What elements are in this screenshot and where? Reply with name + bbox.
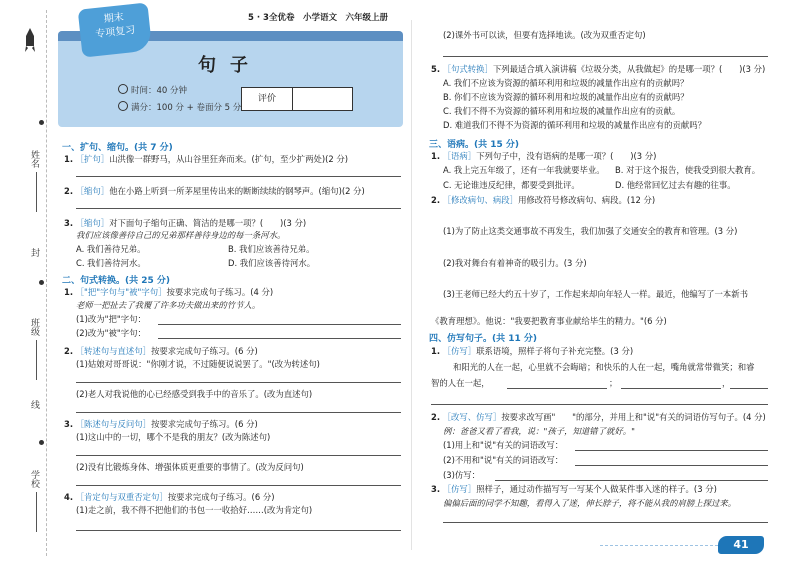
question-12: 2. ［改写、仿写］按要求改写画" "的部分，并用上和"说"有关的词语仿写句子。(4 分) (431, 412, 766, 422)
option-a[interactable]: A. 我们善待兄弟。 (76, 244, 146, 254)
answer-blank[interactable] (507, 388, 607, 389)
page-number: 41 (718, 536, 764, 554)
question-10: 2. ［修改病句、病段］用修改符号修改病句、病段。(12 分) (431, 195, 656, 205)
binding-school-line (36, 492, 37, 532)
sub-question: (2)没有比锻炼身体、增强体质更重要的事情了。(改为反问句) (76, 462, 304, 472)
answer-line[interactable] (76, 176, 401, 177)
answer-line[interactable] (76, 485, 401, 486)
question-sentence: 老师一把扯去了我覆了许多功夫做出来的竹节人。 (76, 300, 261, 310)
option-a[interactable]: A. 我们不应该为资源的循环利用和垃圾的减量作出应有的贡献吗？ (443, 78, 689, 88)
time-text: 时间：40 分钟 (131, 86, 188, 96)
option-a[interactable]: A. 我上完五年级了，还有一年我就要毕业。 (443, 165, 605, 175)
right-page (425, 0, 770, 566)
sub-question: (2)课外书可以读，但要有选择地读。(改为双重否定句) (443, 30, 646, 40)
question-3: 3. ［缩句］对下面句子缩句正确、简洁的是哪一项？( )(3 分) (64, 218, 307, 228)
question-2: 2. ［缩句］他在小路上听到一所茅屋里传出来的断断续续的钢琴声。(缩句)(2 分) (64, 186, 365, 196)
sub-question-cont: 《教育理想》。他说："我要把教育事业献给毕生的精力。"(6 分) (431, 316, 667, 326)
answer-line[interactable] (76, 382, 401, 383)
question-passage: 智的人在一起， (431, 378, 490, 388)
option-c[interactable]: C. 我们善待河水。 (76, 258, 146, 268)
option-b[interactable]: B. 你们不应该为资源的循环利用和垃圾的减量作出应有的贡献吗？ (443, 92, 689, 102)
option-d[interactable]: D. 他经常回忆过去有趣的往事。 (615, 180, 736, 190)
answer-line[interactable] (76, 412, 401, 413)
series-title: 5 · 3全优卷 小学语文 六年级上册 (248, 13, 388, 23)
rocket-icon (25, 28, 35, 52)
option-c[interactable]: C. 我们不得不为资源的循环利用和垃圾的减量作出应有的贡献。 (443, 106, 681, 116)
binding-class-label: 班级 (29, 318, 39, 336)
question-4: 1. ［"把"字句与"被"字句］按要求完成句子练习。(4 分) (64, 287, 274, 297)
question-6: 3. ［陈述句与反问句］按要求完成句子练习。(6 分) (64, 419, 258, 429)
score-text: 满分：100 分 + 卷面分 5 分 (131, 103, 242, 113)
question-1: 1. ［扩句］山洪像一群野马，从山谷里狂奔而来。(扩句，至少扩两处)(2 分) (64, 154, 348, 164)
section-heading: 二、句式转换。(共 25 分) (62, 276, 171, 286)
page-number-rule (600, 545, 718, 546)
sub-question: (1)这山中的一切，哪个不是我的朋友？(改为陈述句) (76, 432, 271, 442)
left-page (58, 0, 403, 566)
option-b[interactable]: B. 我们应该善待兄弟。 (228, 244, 315, 254)
page-gutter (411, 20, 412, 550)
answer-line[interactable] (431, 404, 768, 405)
review-badge (78, 2, 153, 57)
question-8: 5. ［句式转换］下列最适合填入演讲稿《垃圾分类，从我做起》的是哪一项？( )(3 分) (431, 64, 766, 74)
sub-question: (2)老人对我说他的心已经感受到我手中的音乐了。(改为直述句) (76, 389, 313, 399)
question-sentence: 我们应该像善待自己的兄弟那样善待身边的每一条河水。 (76, 230, 286, 240)
option-b[interactable]: B. 对于这个报告，使我受到很大教育。 (615, 165, 761, 175)
sub-question: (3)仿写： (443, 470, 480, 480)
answer-line[interactable] (158, 324, 401, 325)
medal-icon (118, 101, 128, 111)
sub-question: (1)改为"把"字句： (76, 314, 146, 324)
binding-cut-line (46, 10, 47, 556)
binding-seal-label: 封 (29, 248, 39, 257)
option-d[interactable]: D. 我们应该善待河水。 (228, 258, 316, 268)
punctuation: ； (609, 378, 618, 388)
page-title: 句子 (198, 55, 262, 76)
section-heading: 三、语病。(共 15 分) (429, 140, 520, 150)
binding-line-label: 线 (29, 400, 39, 409)
sub-question: (1)走之前，我不得不把他们的书包一一收拾好……(改为肯定句) (76, 505, 313, 515)
answer-line[interactable] (443, 522, 768, 523)
example-sentence: 偏偏后面的同学不知趣，看得入了迷，伸长脖子，将不能从我的肩膀上探过来。 (443, 498, 737, 508)
evaluation-label: 评价 (242, 88, 293, 110)
binding-hole (39, 120, 44, 125)
sub-question: (2)我对舞台有着神奇的吸引力。(3 分) (443, 258, 587, 268)
punctuation: ， (722, 378, 731, 388)
question-7: 4. ［肯定句与双重否定句］按要求完成句子练习。(6 分) (64, 492, 275, 502)
binding-hole (39, 440, 44, 445)
sub-question: (1)为了防止这类交通事故不再发生，我们加强了交通安全的教育和管理。(3 分) (443, 226, 738, 236)
badge-line-2: 专项复习 (94, 24, 136, 41)
answer-blank[interactable] (730, 388, 768, 389)
question-5: 2. ［转述句与直述句］按要求完成句子练习。(6 分) (64, 346, 258, 356)
time-info (118, 84, 187, 96)
binding-name-label: 姓名 (29, 150, 39, 168)
binding-hole (39, 280, 44, 285)
sub-question: (3)王老师已经大约五十岁了，工作起来却向年轻人一样。最近，他编写了一本新书 (443, 289, 748, 299)
section-heading: 一、扩句、缩句。(共 7 分) (62, 143, 173, 153)
answer-line[interactable] (575, 450, 768, 451)
answer-line[interactable] (495, 480, 768, 481)
binding-name-line (36, 172, 37, 212)
question-passage: 和阳光的人在一起，心里就不会晦暗；和快乐的人在一起，嘴角就常带微笑；和睿 (453, 362, 755, 372)
sub-question: (2)改为"被"字句： (76, 328, 146, 338)
score-info (118, 101, 241, 113)
sub-question: (1)用上和"说"有关的词语改写： (443, 440, 564, 450)
answer-line[interactable] (575, 465, 768, 466)
example-sentence: 例：爸爸又看了看我，说："孩子，知道错了就好。" (443, 426, 635, 436)
badge-line-1: 期末 (103, 12, 125, 26)
sub-question: (1)姑娘对哥哥说："你刚才说，不过随便说说罢了。"(改为转述句) (76, 359, 320, 369)
section-heading: 四、仿写句子。(共 11 分) (429, 334, 538, 344)
answer-line[interactable] (158, 338, 401, 339)
binding-school-label: 学校 (29, 470, 39, 488)
answer-line[interactable] (76, 530, 401, 531)
option-d[interactable]: D. 难道我们不得不为资源的循环利用和垃圾的减量作出应有的贡献吗？ (443, 120, 707, 130)
clock-icon (118, 84, 128, 94)
question-9: 1. ［语病］下列句子中，没有语病的是哪一项？( )(3 分) (431, 151, 657, 161)
answer-line[interactable] (76, 455, 401, 456)
binding-strip (0, 0, 56, 566)
question-11: 1. ［仿写］联系语境，照样子将句子补充完整。(3 分) (431, 346, 634, 356)
option-c[interactable]: C. 无论谁违反纪律，都要受到批评。 (443, 180, 580, 190)
answer-blank[interactable] (621, 388, 721, 389)
answer-line[interactable] (443, 56, 768, 57)
answer-line[interactable] (76, 208, 401, 209)
question-13: 3. ［仿写］照样子，通过动作描写写一写某个人做某件事入迷的样子。(3 分) (431, 484, 717, 494)
sub-question: (2)不用和"说"有关的词语改写： (443, 455, 564, 465)
evaluation-box (241, 87, 353, 111)
binding-class-line (36, 340, 37, 380)
